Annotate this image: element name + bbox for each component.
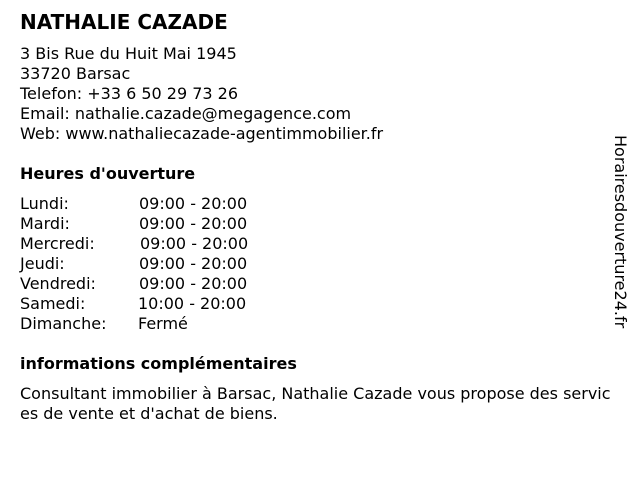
hours-row [20, 234, 320, 254]
day-label: Mercredi: [20, 234, 95, 253]
web-line: Web: www.nathaliecazade-agentimmobilier.fr [20, 124, 384, 143]
day-label: Jeudi: [20, 254, 65, 273]
hours-heading: Heures d'ouverture [20, 164, 196, 183]
time-range: 09:00 - 20:00 [139, 254, 248, 273]
day-label: Vendredi: [20, 274, 96, 293]
hours-row [20, 194, 320, 214]
address-street: 3 Bis Rue du Huit Mai 1945 [20, 44, 237, 63]
time-range: 09:00 - 20:00 [139, 214, 248, 233]
business-name: NATHALIE CAZADE [20, 10, 228, 34]
day-label: Mardi: [20, 214, 70, 233]
hours-row [20, 294, 320, 314]
time-range: 10:00 - 20:00 [138, 294, 247, 313]
day-label: Samedi: [20, 294, 86, 313]
time-range: 09:00 - 20:00 [139, 274, 248, 293]
day-label: Lundi: [20, 194, 69, 213]
hours-row [20, 214, 320, 234]
site-watermark: Horairesdouverture24.fr [611, 135, 630, 329]
hours-row [20, 254, 320, 274]
day-label: Dimanche: [20, 314, 107, 333]
time-range: 09:00 - 20:00 [140, 234, 249, 253]
time-range: Fermé [138, 314, 188, 333]
hours-row [20, 314, 320, 334]
hours-table [20, 194, 320, 334]
info-description: Consultant immobilier à Barsac, Nathalie Cazade vous propose des services de vente et d'achat de biens. [20, 384, 611, 423]
info-heading: informations complémentaires [20, 354, 297, 373]
email-line: Email: nathalie.cazade@megagence.com [20, 104, 352, 123]
phone-line: Telefon: +33 6 50 29 73 26 [20, 84, 239, 103]
time-range: 09:00 - 20:00 [139, 194, 248, 213]
hours-row [20, 274, 320, 294]
contact-block [20, 44, 383, 144]
address-city: 33720 Barsac [20, 64, 131, 83]
